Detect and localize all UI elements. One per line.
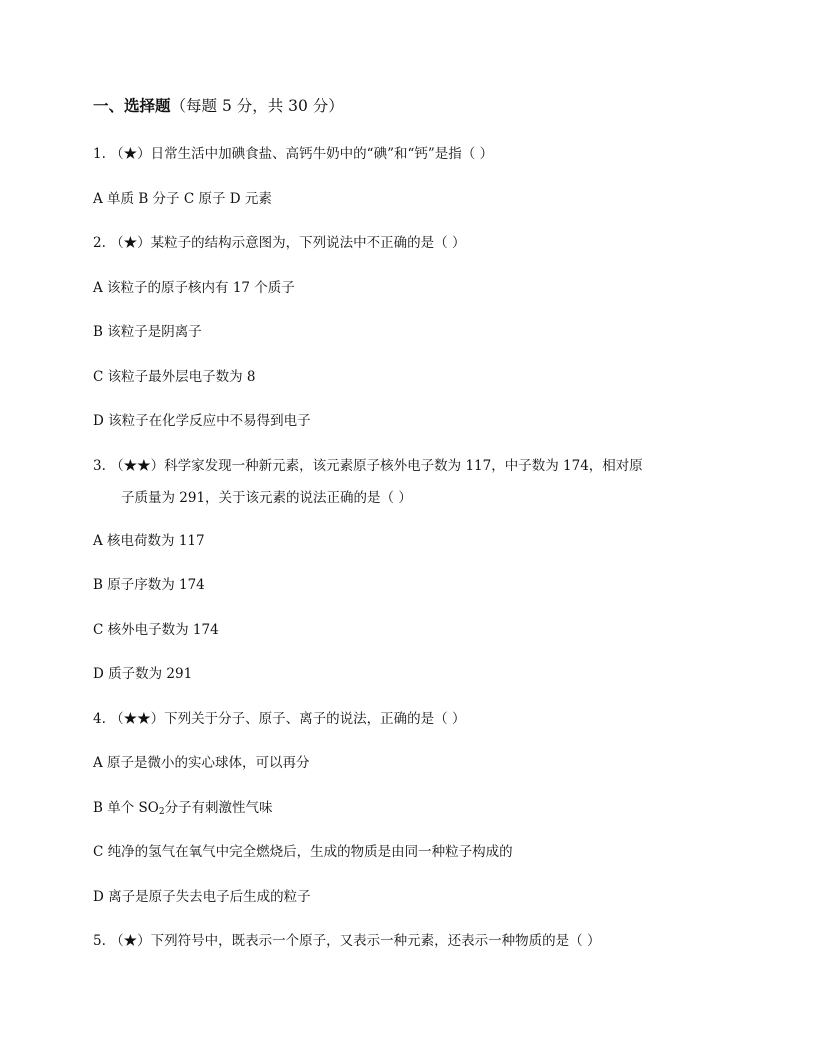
question-2-option-d: D 该粒子在化学反应中不易得到电子 [93, 413, 311, 429]
option-b-prefix: B 单个 SO [93, 800, 159, 816]
question-1-options: A 单质 B 分子 C 原子 D 元素 [93, 191, 272, 207]
subscript-two: 2 [158, 807, 165, 817]
question-5-stem: 5. （★）下列符号中，既表示一个原子，又表示一种元素，还表示一种物质的是（ ） [93, 933, 601, 949]
question-3-option-b: B 原子序数为 174 [93, 577, 205, 593]
question-2-option-a: A 该粒子的原子核内有 17 个质子 [93, 280, 295, 296]
question-3-option-c: C 核外电子数为 174 [93, 622, 219, 638]
question-2-option-c: C 该粒子最外层电子数为 8 [93, 369, 256, 385]
question-4-option-b [93, 798, 273, 822]
question-3-option-a: A 核电荷数为 117 [93, 533, 205, 549]
question-4-option-c: C 纯净的氢气在氧气中完全燃烧后，生成的物质是由同一种粒子构成的 [93, 844, 513, 860]
question-4-option-d: D 离子是原子失去电子后生成的粒子 [93, 889, 311, 905]
option-b-suffix: 分子有刺激性气味 [164, 800, 273, 816]
question-2-option-b: B 该粒子是阴离子 [93, 324, 202, 340]
question-1-stem: 1. （★）日常生活中加碘食盐、高钙牛奶中的“碘”和“钙”是指（ ） [93, 146, 494, 162]
section-score-note: （每题 5 分，共 30 分） [170, 97, 344, 115]
section-title: 一、选择题 [93, 96, 171, 115]
question-3-stem-line-1: 3. （★★）科学家发现一种新元素，该元素原子核外电子数为 117，中子数为 174，相对原 [93, 458, 643, 474]
section-heading [93, 94, 344, 116]
question-4-stem: 4. （★★）下列关于分子、原子、离子的说法，正确的是（ ） [93, 711, 466, 727]
question-4-option-a: A 原子是微小的实心球体，可以再分 [93, 755, 310, 771]
question-2-stem: 2. （★）某粒子的结构示意图为，下列说法中不正确的是（ ） [93, 235, 466, 251]
question-3-option-d: D 质子数为 291 [93, 666, 193, 682]
question-3-stem-line-2: 子质量为 291，关于该元素的说法正确的是（ ） [121, 490, 412, 506]
